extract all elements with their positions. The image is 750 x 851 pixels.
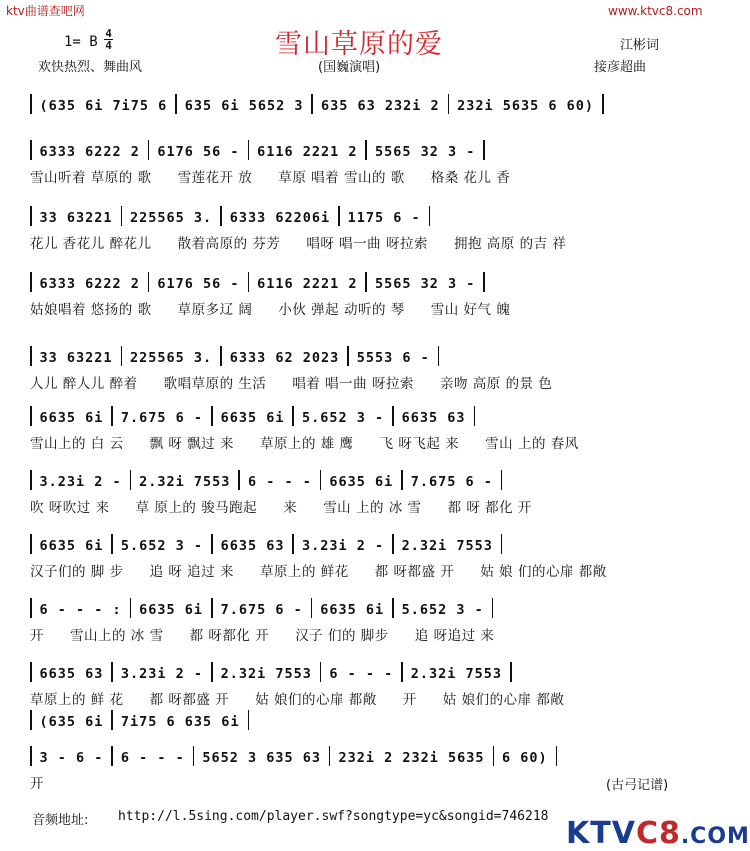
bar-line: [220, 206, 222, 226]
measure: 1175 6 -: [347, 210, 421, 226]
lyric-row: [30, 166, 700, 184]
notation-row: [28, 344, 700, 366]
lyric-phrase: 雪山上的 冰 雪: [70, 628, 164, 644]
measure: 6 60): [502, 750, 548, 766]
bar-line: [211, 598, 213, 618]
measure: 225565 3.: [130, 210, 213, 226]
measure: 6116 2221 2: [257, 276, 358, 292]
site-logo: [566, 816, 750, 851]
audio-label: 音频地址:: [32, 813, 89, 828]
notation-row: [28, 270, 700, 292]
lyric-phrase: 姑 娘们的心扉 都敞: [255, 692, 377, 708]
bar-line: [30, 598, 32, 618]
measure: 6635 6i: [39, 538, 104, 554]
measure: 6635 6i: [329, 474, 394, 490]
bar-line: [121, 206, 123, 226]
lyric-phrase: 雪山 上的 春风: [485, 436, 579, 452]
bar-line: [392, 406, 394, 426]
measure: 5.652 3 -: [120, 538, 204, 554]
bar-line: [111, 710, 113, 730]
notation-row: [28, 596, 700, 618]
measure: 3.23i 2 -: [301, 538, 385, 554]
measure: 6635 63: [220, 538, 285, 554]
lyric-phrase: 雪莲花开 放: [177, 170, 253, 186]
lyric-phrase: 都 呀 都化 开: [447, 500, 532, 516]
measure: 6 - - -: [120, 750, 185, 766]
bar-line: [292, 406, 294, 426]
measure: 6 - - - :: [39, 602, 122, 618]
notation-row: [28, 92, 700, 114]
measure: 6333 6222 2: [39, 276, 140, 292]
measure: 6333 6222 2: [39, 144, 140, 160]
measure: 232i 2 232i 5635: [338, 750, 485, 766]
measure: 6635 6i: [220, 410, 285, 426]
bar-line: [121, 346, 123, 366]
lyric-phrase: 来: [283, 500, 298, 516]
bar-line: [474, 406, 476, 426]
measure: 6 - - -: [247, 474, 312, 490]
measure: 2.32i 7553: [401, 538, 493, 554]
lyric-phrase: 吹 呀吹过 来: [30, 500, 110, 516]
bar-line: [30, 94, 32, 114]
bar-line: [148, 272, 150, 292]
bar-line: [30, 470, 32, 490]
measure: 3.23i 2 -: [120, 666, 204, 682]
measure: 635 6i 5652 3: [184, 98, 304, 114]
bar-line: [248, 140, 250, 160]
logo-text-c8: C8: [635, 816, 681, 851]
measure: 6635 6i: [320, 602, 385, 618]
measure: 7.675 6 -: [120, 410, 204, 426]
measure: 5553 6 -: [356, 350, 430, 366]
lyric-phrase: 草原上的 雄 鹰: [259, 436, 354, 452]
measure: 7i75 6 635 6i: [120, 714, 240, 730]
lyric-phrase: 开: [30, 776, 44, 792]
bar-line: [30, 534, 32, 554]
notation-row: [28, 468, 700, 490]
measure: 6116 2221 2: [257, 144, 358, 160]
measure: 6176 56 -: [157, 276, 240, 292]
measure: 6635 63: [39, 666, 104, 682]
lyric-phrase: 草原上的 鲜花: [259, 564, 349, 580]
lyric-phrase: 格桑 花儿 香: [430, 170, 511, 186]
lyric-phrase: 汉子们的 脚 步: [30, 564, 124, 580]
bar-line: [392, 598, 394, 618]
notation-row: [28, 744, 700, 766]
bar-line: [30, 346, 32, 366]
bar-line: [401, 470, 403, 490]
lyric-phrase: 雪山上的 白 云: [30, 436, 124, 452]
bar-line: [30, 662, 32, 682]
audio-link[interactable]: http://l.5sing.com/player.swf?songtype=yc&songid=746218: [118, 809, 549, 824]
bar-line: [429, 206, 431, 226]
lyric-phrase: 亲吻 高原 的景 色: [439, 376, 553, 392]
bar-line: [30, 272, 32, 292]
lyric-phrase: 追 呀追过 来: [414, 628, 495, 644]
lyric-phrase: 花儿 香花儿 醉花儿: [30, 236, 152, 252]
song-title: 雪山草原的爱: [275, 29, 443, 60]
bar-line: [311, 598, 313, 618]
measure: 6333 62206i: [229, 210, 331, 226]
bar-line: [602, 94, 604, 114]
lyric-phrase: 拥抱 高原 的吉 祥: [453, 236, 567, 252]
bar-line: [365, 140, 367, 160]
bar-line: [30, 710, 32, 730]
lyricist-credit: 江彬词: [620, 38, 660, 53]
notation-row: [28, 404, 700, 426]
lyric-phrase: 唱呀 唱一曲 呀拉索: [306, 236, 428, 252]
measure: 7.675 6 -: [220, 602, 303, 618]
measure: 6176 56 -: [157, 144, 240, 160]
time-signature-top: 4: [105, 27, 112, 40]
notation-row: [28, 138, 700, 160]
lyric-phrase: 雪山 好气 魄: [430, 302, 511, 318]
lyric-phrase: 小伙 弹起 动听的 琴: [278, 302, 405, 318]
bar-line: [448, 94, 450, 114]
bar-line: [392, 534, 394, 554]
bar-line: [220, 346, 222, 366]
lyric-phrase: 散着高原的 芬芳: [177, 236, 281, 252]
lyric-row: [30, 372, 700, 390]
lyric-row: [30, 624, 700, 642]
lyric-phrase: 草原 唱着 雪山的 歌: [278, 170, 405, 186]
lyric-phrase: 唱着 唱一曲 呀拉索: [292, 376, 414, 392]
singer-credit: (国巍演唱): [318, 60, 381, 75]
lyric-row: [30, 496, 700, 514]
measure: 33 63221: [39, 350, 113, 366]
measure: 635 63 232i 2: [320, 98, 440, 114]
bar-line: [30, 746, 32, 766]
measure: 2.32i 7553: [220, 666, 312, 682]
bar-line: [338, 206, 340, 226]
lyric-phrase: 都 呀都盛 开: [149, 692, 230, 708]
lyric-phrase: 飘 呀 飘过 来: [149, 436, 234, 452]
bar-line: [30, 406, 32, 426]
lyric-phrase: 草原上的 鲜 花: [30, 692, 124, 708]
bar-line: [111, 746, 113, 766]
bar-line: [501, 534, 503, 554]
bar-line: [111, 406, 113, 426]
bar-line: [347, 346, 349, 366]
bar-line: [493, 746, 495, 766]
lyric-row: [30, 560, 700, 578]
lyric-phrase: 飞 呀飞起 来: [379, 436, 460, 452]
composer-credit: 接彦超曲: [594, 60, 647, 75]
bar-line: [111, 662, 113, 682]
lyric-phrase: 姑 娘 们的心扉 都敞: [480, 564, 607, 580]
lyric-phrase: 雪山 上的 冰 雪: [323, 500, 422, 516]
measure: 6 - - -: [329, 666, 394, 682]
bar-line: [130, 470, 132, 490]
key-signature: 1= B: [64, 34, 98, 50]
bar-line: [311, 94, 313, 114]
measure: 7.675 6 -: [410, 474, 493, 490]
bar-line: [248, 710, 250, 730]
bar-line: [401, 662, 403, 682]
bar-line: [320, 470, 322, 490]
measure: (635 6i 7i75 6: [39, 98, 168, 114]
bar-line: [510, 662, 512, 682]
bar-line: [175, 94, 177, 114]
bar-line: [556, 746, 558, 766]
lyric-phrase: 开: [30, 628, 44, 644]
lyric-phrase: 追 呀 追过 来: [149, 564, 234, 580]
measure: 225565 3.: [130, 350, 213, 366]
lyric-phrase: 歌唱草原的 生活: [163, 376, 267, 392]
notation-row: [28, 532, 700, 554]
lyric-phrase: 都 呀都化 开: [189, 628, 270, 644]
lyric-phrase: 姑娘唱着 悠扬的 歌: [30, 302, 152, 318]
measure: 232i 5635 6 60): [457, 98, 595, 114]
measure: 5565 32 3 -: [374, 144, 476, 160]
bar-line: [483, 140, 485, 160]
lyric-phrase: 都 呀都盛 开: [374, 564, 455, 580]
bar-line: [365, 272, 367, 292]
transcriber-credit: (古弓记谱): [606, 778, 669, 793]
bar-line: [211, 406, 213, 426]
measure: 6635 63: [401, 410, 466, 426]
measure: 6635 6i: [139, 602, 204, 618]
bar-line: [211, 534, 213, 554]
measure: 5565 32 3 -: [374, 276, 476, 292]
bar-line: [329, 746, 331, 766]
notation-row: [28, 660, 700, 682]
bar-line: [238, 470, 240, 490]
bar-line: [111, 534, 113, 554]
bar-line: [438, 346, 440, 366]
measure: 3 - 6 -: [39, 750, 104, 766]
lyric-phrase: 草 原上的 骏马跑起: [135, 500, 258, 516]
measure: 5.652 3 -: [301, 410, 385, 426]
measure: 5652 3 635 63: [202, 750, 321, 766]
lyric-phrase: 开: [402, 692, 417, 708]
bar-line: [248, 272, 250, 292]
notation-row: [28, 204, 700, 226]
logo-text-ktv: KTV: [566, 816, 636, 851]
measure: 6635 6i: [39, 410, 104, 426]
bar-line: [292, 534, 294, 554]
measure: 33 63221: [39, 210, 113, 226]
measure: 2.32i 7553: [139, 474, 231, 490]
site-url-top-right: www.ktvc8.com: [608, 4, 703, 18]
logo-text-com: .COM: [680, 824, 750, 849]
lyric-row: [30, 432, 700, 450]
time-signature: [104, 28, 113, 51]
measure: (635 6i: [39, 714, 104, 730]
lyric-phrase: 雪山听着 草原的 歌: [30, 170, 152, 186]
time-signature-bottom: 4: [105, 39, 112, 52]
site-name-top-left: ktv曲谱查吧网: [6, 4, 85, 18]
tempo-marking: 欢快热烈、舞曲风: [38, 60, 143, 75]
lyric-phrase: 汉子 们的 脚步: [295, 628, 389, 644]
bar-line: [483, 272, 485, 292]
lyric-row: [30, 772, 700, 790]
measure: 3.23i 2 -: [39, 474, 122, 490]
bar-line: [30, 140, 32, 160]
bar-line: [30, 206, 32, 226]
bar-line: [320, 662, 322, 682]
notation-row: [28, 708, 700, 730]
bar-line: [501, 470, 503, 490]
bar-line: [492, 598, 494, 618]
lyric-phrase: 人儿 醉人儿 醉着: [30, 376, 138, 392]
measure: 2.32i 7553: [410, 666, 503, 682]
lyric-row: [30, 688, 700, 706]
measure: 5.652 3 -: [401, 602, 484, 618]
bar-line: [211, 662, 213, 682]
bar-line: [130, 598, 132, 618]
measure: 6333 62 2023: [229, 350, 340, 366]
bar-line: [148, 140, 150, 160]
lyric-row: [30, 298, 700, 316]
lyric-phrase: 草原多辽 阔: [177, 302, 253, 318]
lyric-phrase: 姑 娘们的心扉 都敞: [442, 692, 565, 708]
bar-line: [193, 746, 195, 766]
lyric-row: [30, 232, 700, 250]
